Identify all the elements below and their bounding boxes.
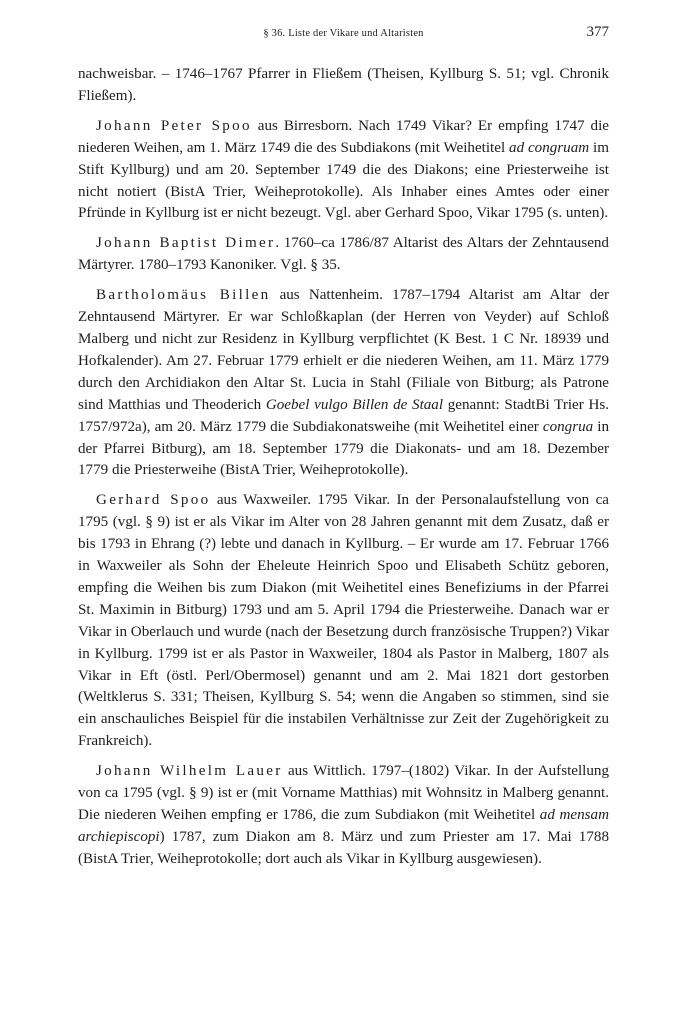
paragraph [78, 64, 609, 108]
person-name: Johann Peter Spoo [96, 117, 252, 134]
person-name: Gerhard Spoo [96, 492, 211, 509]
text-run: in der Pfarrei Bitburg), am 18. September 1779 die Diakonats- und am 18. Dezember 1779 die Priesterweihe (BistA Trier, Weiheprotokolle). [78, 418, 609, 479]
text-run: nachweisbar. – 1746–1767 Pfarrer in Fließem (Theisen, Kyllburg S. 51; vgl. Chronik Fließem). [78, 66, 609, 104]
running-title: § 36. Liste der Vikare und Altaristen [263, 28, 424, 39]
text-run: aus Wittlich. 1797–(1802) Vikar. In der Aufstellung von ca 1795 (vgl. § 9) ist er (mit Vorname Matthias) mit Wohnsitz in Malberg genannt. Die niederen Weihen empfing er 1786, die zum Subdiakon (mit Weihetitel [78, 763, 609, 823]
italic-term: congrua [542, 418, 594, 435]
text-run: aus Nattenheim. 1787–1794 Altarist am Altar der Zehntausend Märtyrer. Er war Schloßkaplan (der Herren von Veyder) auf Schloß Malberg und nicht zur Residenz in Kyllburg verpflichtet (K Best. 1 C Nr. 18939 und Hofkalender). Am 27. Februar 1779 erhielt er die niederen Weihen, am 11. März 1779 durch den Archidiakon den Altar St. Lucia in Stahl (Filiale von Bitburg; als Patrone sind Matthias und Theoderich [78, 287, 609, 413]
text-run: aus Waxweiler. 1795 Vikar. In der Personalaufstellung von ca 1795 (vgl. § 9) ist er als Vikar im Alter von 28 Jahren genannt mit dem Zusatz, daß er bis 1793 in Ehrang (?) lebte und danach in Kyllburg. – Er wurde am 17. Februar 1766 in Waxweiler als Sohn der Eheleute Heinrich Spoo und Elisabeth Schütz geboren, empfing die Weihen bis zum Diakon (mit Weihetitel eines Benefiziums in der Pfarrei St. Maximin in Bitburg) 1793 und am 5. April 1794 die Priesterweihe. Danach war er Vikar in Oberlauch und wurde (nach der Besetzung durch französische Truppen?) Vikar in Kyllburg. 1799 ist er als Pastor in Waxweiler, 1804 als Pastor in Malberg, 1807 als Vikar in Eft (östl. Perl/Obermosel) genannt und am 2. Mai 1821 dort gestorben (Weltklerus S. 331; Theisen, Kyllburg S. 54; wenn die Angaben so stimmen, sind sie ein anschauliches Beispiel für die instabilen Verhältnisse zur Zeit der Zugehörigkeit zu Frankreich). [78, 492, 609, 750]
text-run: im Stift Kyllburg) und am 20. September 1749 die des Diakons; eine Priesterweihe ist nicht notiert (BistA Trier, Weiheprotokolle). Als Inhaber eines Amtes oder einer Pfründe in Kyllburg ist er nicht bezeugt. Vgl. aber Gerhard Spoo, Vikar 1795 (s. unten). [78, 139, 609, 222]
entry-paragraph [78, 233, 609, 277]
text-run: aus Birresborn. Nach 1749 Vikar? Er empfing 1747 die niederen Weihen, am 1. März 1749 die des Subdiakons (mit Weihetitel [78, 117, 609, 156]
person-name: Johann Wilhelm Lauer [96, 763, 283, 780]
running-header [78, 22, 609, 46]
italic-term: ad mensam archiepiscopi [78, 807, 609, 845]
entry-paragraph [78, 761, 609, 871]
entry-paragraph [78, 285, 609, 482]
page-body [78, 64, 609, 871]
person-name: Johann Baptist Dimer [96, 235, 276, 252]
text-run: ) 1787, zum Diakon am 8. März und zum Priester am 17. Mai 1788 (BistA Trier, Weiheprotokolle; dort auch als Vikar in Kyllburg ausgewiesen). [78, 828, 609, 867]
italic-term: ad congruam [509, 139, 590, 156]
page-number: 377 [586, 24, 609, 40]
entry-paragraph [78, 490, 609, 753]
person-name: Bartholomäus Billen [96, 287, 271, 304]
text-run: . 1760–ca 1786/87 Altarist des Altars der Zehntausend Märtyrer. 1780–1793 Kanoniker. Vgl. § 35. [78, 235, 609, 274]
text-run: genannt: StadtBi Trier Hs. 1757/972a), am 20. März 1779 die Subdiakonatsweihe (mit Weihetitel einer [78, 396, 609, 435]
italic-term: Goebel vulgo Billen de Staal [265, 396, 444, 413]
entry-paragraph [78, 116, 609, 226]
book-page [78, 22, 609, 879]
